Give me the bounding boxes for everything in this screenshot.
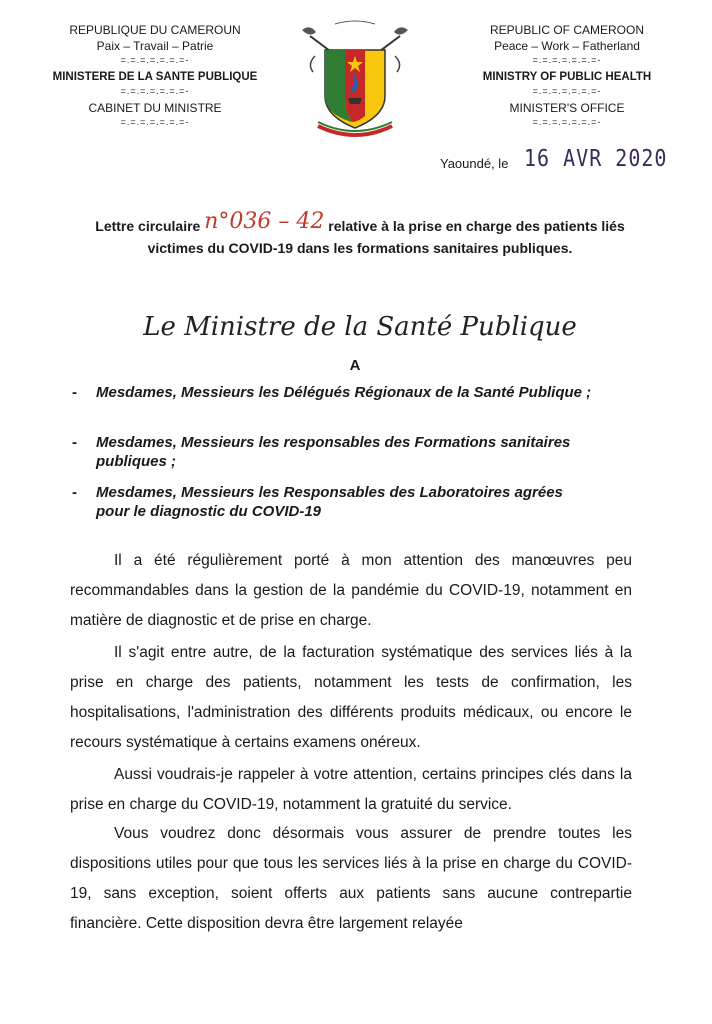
addressee-text: Mesdames, Messieurs les Responsables des Laboratoires agrées pour le diagnostic du COVID-19 xyxy=(96,484,563,520)
bullet-dash: - xyxy=(72,484,77,501)
ministry-en: MINISTRY OF PUBLIC HEALTH xyxy=(482,71,652,83)
separator: =.=.=.=.=.=.=- xyxy=(532,55,602,65)
addressee-item xyxy=(72,483,592,521)
minister-title: Le Ministre de la Santé Publique xyxy=(143,312,577,342)
circular-number: n°036 – 42 xyxy=(204,209,325,234)
office-en: MINISTER'S OFFICE xyxy=(509,101,625,115)
motto-en: Peace – Work – Fatherland xyxy=(494,39,640,53)
body-paragraph: Vous voudrez donc désormais vous assurer de prendre toutes les dispositions utiles pour que tous les services liés à la prise en charge du COVID-19, sans exception, soient offerts aux patients sans aucune contrepartie financière. Cette disposition devra être largement relayée xyxy=(70,825,632,932)
circular-title xyxy=(60,209,660,259)
addressee-text: Mesdames, Messieurs les Délégués Régionaux de la Santé Publique ; xyxy=(96,384,592,401)
office-fr: CABINET DU MINISTRE xyxy=(88,101,222,115)
addressee-item xyxy=(72,383,592,402)
country-fr: REPUBLIQUE DU CAMEROUN xyxy=(69,23,241,37)
bullet-dash: - xyxy=(72,384,77,401)
date-stamp: 16 AVR 2020 xyxy=(524,144,668,172)
bullet-dash: - xyxy=(72,434,77,451)
separator: =.=.=.=.=.=.=- xyxy=(120,55,190,65)
country-en: REPUBLIC OF CAMEROON xyxy=(489,23,645,37)
body-paragraph: Il a été régulièrement porté à mon attention des manœuvres peu recommandables dans la gestion de la pandémie du COVID-19, notamment en matière de diagnostic et de prise en charge. xyxy=(70,552,632,629)
header-right xyxy=(452,22,682,131)
date-place: Yaoundé, le xyxy=(440,156,509,171)
motto-fr: Paix – Travail – Patrie xyxy=(96,39,214,53)
separator: =.=.=.=.=.=.=- xyxy=(532,117,602,127)
separator: =.=.=.=.=.=.=- xyxy=(532,86,602,96)
body-paragraph: Il s'agit entre autre, de la facturation systématique des services liés à la prise en charge des patients, notamment les tests de confirmation, les hospitalisations, l'administration des différents produits médicaux, ou encore le recours systématique à certains examens onéreux. xyxy=(70,644,632,751)
separator: =.=.=.=.=.=.=- xyxy=(120,86,190,96)
circular-line1: relative à la prise en charge des patients liés xyxy=(328,218,625,234)
body-paragraph: Aussi voudrais-je rappeler à votre attention, certains principes clés dans la prise en charge du COVID-19, notamment la gratuité du service. xyxy=(70,766,632,813)
header-left xyxy=(40,22,270,131)
separator: =.=.=.=.=.=.=- xyxy=(120,117,190,127)
ministry-fr: MINISTERE DE LA SANTE PUBLIQUE xyxy=(52,71,258,83)
addressee-marker: A xyxy=(349,357,361,374)
circular-prefix: Lettre circulaire xyxy=(95,218,201,234)
addressee-text: Mesdames, Messieurs les responsables des Formations sanitaires publiques ; xyxy=(96,434,571,470)
circular-line2: victimes du COVID-19 dans les formations sanitaires publiques. xyxy=(147,240,573,256)
coat-of-arms-icon xyxy=(290,16,420,141)
addressee-item xyxy=(72,433,592,471)
date-line xyxy=(440,146,670,176)
